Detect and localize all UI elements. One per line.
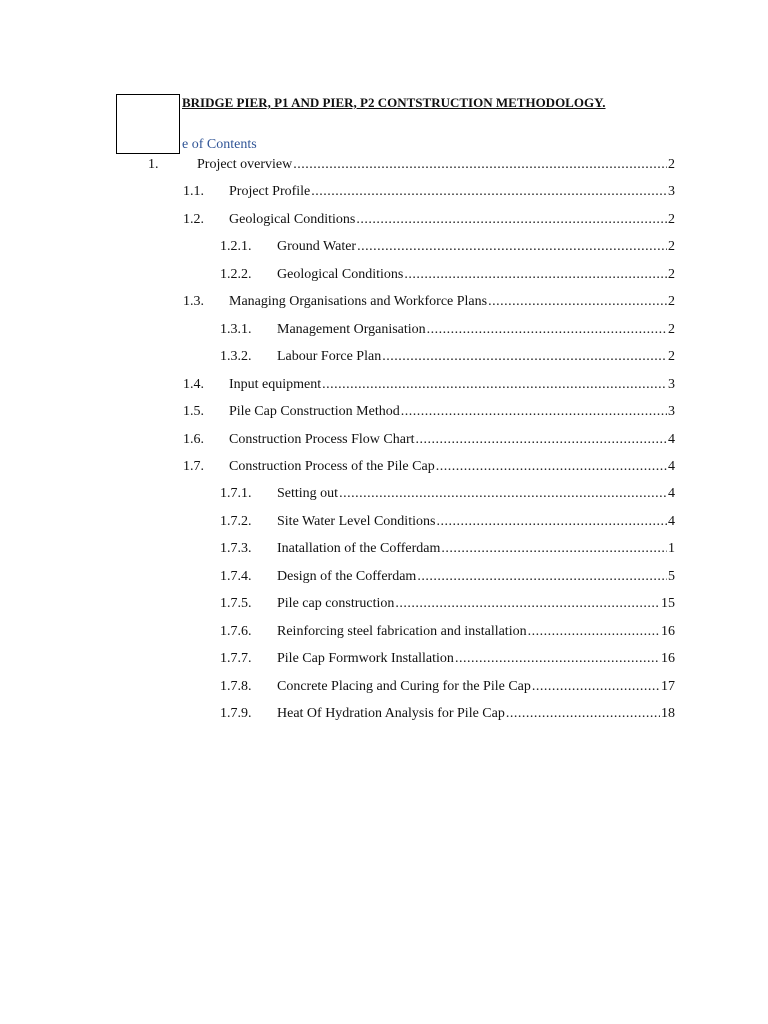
toc-entry-number: 1.4. xyxy=(183,376,204,392)
toc-entry-number: 1.7.3. xyxy=(220,541,252,557)
toc-leader-dots xyxy=(436,514,667,530)
toc-entry-label: Managing Organisations and Workforce Plans xyxy=(229,294,488,310)
toc-entry-page: 2 xyxy=(668,211,675,227)
toc-leader-dots xyxy=(417,569,667,585)
toc-entry-page: 2 xyxy=(668,294,675,310)
toc-entry-label: Geological Conditions xyxy=(277,266,404,282)
toc-entry-label: Design of the Cofferdam xyxy=(277,568,417,584)
toc-entry-page: 2 xyxy=(668,321,675,337)
toc-entry-page: 17 xyxy=(661,678,675,694)
toc-entry-page: 4 xyxy=(668,513,675,529)
logo-box xyxy=(116,94,180,154)
toc-entry-page: 15 xyxy=(661,596,675,612)
toc-leader-dots xyxy=(395,596,660,612)
toc-entry-page: 2 xyxy=(668,266,675,282)
toc-entry-page: 18 xyxy=(661,706,675,721)
toc-entry[interactable] xyxy=(220,486,675,506)
toc-entry-number: 1.7.1. xyxy=(220,486,252,502)
toc-entry-label: Construction Process of the Pile Cap xyxy=(229,458,435,474)
toc-entry-number: 1.5. xyxy=(183,404,204,420)
toc-entry[interactable] xyxy=(220,679,675,699)
document-title: BRIDGE PIER, P1 AND PIER, P2 CONTSTRUCTION METHODOLOGY. xyxy=(182,95,606,110)
toc-entry-label: Pile cap construction xyxy=(277,596,395,612)
toc-entry-number: 1.2.2. xyxy=(220,266,252,282)
toc-heading[interactable]: e of Contents xyxy=(182,137,257,152)
toc-entry-number: 1.7.8. xyxy=(220,678,252,694)
toc-leader-dots xyxy=(357,239,667,255)
toc-leader-dots xyxy=(436,459,667,475)
toc-entry-label: Reinforcing steel fabrication and installation xyxy=(277,623,527,639)
toc-entry[interactable] xyxy=(183,459,675,479)
toc-entry-label: Construction Process Flow Chart xyxy=(229,431,415,447)
toc-entry-number: 1.7.9. xyxy=(220,706,252,721)
toc-entry[interactable] xyxy=(183,184,675,204)
toc-entry-label: Management Organisation xyxy=(277,321,426,337)
toc-entry-number: 1.3.2. xyxy=(220,349,252,365)
toc-entry-page: 4 xyxy=(668,431,675,447)
toc-entry[interactable] xyxy=(220,349,675,369)
toc-leader-dots xyxy=(339,486,667,502)
toc-entry[interactable] xyxy=(183,432,675,452)
toc-entry-page: 2 xyxy=(668,239,675,255)
toc-entry[interactable] xyxy=(183,404,675,424)
toc-leader-dots xyxy=(488,294,667,310)
toc-entry-page: 4 xyxy=(668,486,675,502)
toc-entry-number: 1.7. xyxy=(183,458,204,474)
toc-entry-number: 1.7.6. xyxy=(220,623,252,639)
toc-entry-label: Concrete Placing and Curing for the Pile Cap xyxy=(277,678,531,694)
toc-entry-page: 3 xyxy=(668,404,675,420)
toc-entry-label: Pile Cap Formwork Installation xyxy=(277,651,454,667)
toc-entry-label: Inatallation of the Cofferdam xyxy=(277,541,441,557)
toc-entry-label: Labour Force Plan xyxy=(277,349,382,365)
toc-entry-number: 1.2.1. xyxy=(220,239,252,255)
toc-leader-dots xyxy=(356,212,667,228)
toc-leader-dots xyxy=(532,679,660,695)
toc-entry[interactable] xyxy=(220,569,675,589)
toc-entry-label: Project Profile xyxy=(229,184,311,200)
toc-entry-label: Setting out xyxy=(277,486,339,502)
toc-entry[interactable] xyxy=(183,212,675,232)
toc-entry[interactable] xyxy=(220,267,675,287)
toc-entry[interactable] xyxy=(148,157,675,177)
toc-entry-page: 4 xyxy=(668,458,675,474)
toc-entry[interactable] xyxy=(220,239,675,259)
toc-entry-label: Input equipment xyxy=(229,376,322,392)
toc-entry[interactable] xyxy=(220,322,675,342)
toc-entry[interactable] xyxy=(183,294,675,314)
toc-entry-number: 1.7.2. xyxy=(220,513,252,529)
toc-leader-dots xyxy=(293,157,667,173)
toc-leader-dots xyxy=(427,322,667,338)
toc-entry-page: 3 xyxy=(668,376,675,392)
toc-entry-page: 1 xyxy=(668,541,675,557)
toc-entry-page: 16 xyxy=(661,651,675,667)
toc-leader-dots xyxy=(506,706,660,722)
toc-entry-number: 1.7.5. xyxy=(220,596,252,612)
toc-leader-dots xyxy=(401,404,667,420)
toc-entry[interactable] xyxy=(220,706,675,726)
toc-leader-dots xyxy=(416,432,668,448)
toc-leader-dots xyxy=(382,349,667,365)
toc-leader-dots xyxy=(322,377,667,393)
toc-entry-page: 3 xyxy=(668,184,675,200)
toc-leader-dots xyxy=(455,651,660,667)
toc-leader-dots xyxy=(311,184,667,200)
toc-entry[interactable] xyxy=(183,377,675,397)
toc-leader-dots xyxy=(404,267,667,283)
toc-entry-label: Heat Of Hydration Analysis for Pile Cap xyxy=(277,706,505,721)
toc-entry-label: Project overview xyxy=(197,157,293,172)
toc-entry[interactable] xyxy=(220,624,675,644)
toc-entry-page: 5 xyxy=(668,568,675,584)
toc-entry[interactable] xyxy=(220,541,675,561)
toc-entry-number: 1.6. xyxy=(183,431,204,447)
toc-entry-label: Site Water Level Conditions xyxy=(277,513,436,529)
toc-entry[interactable] xyxy=(220,514,675,534)
toc-entry[interactable] xyxy=(220,651,675,671)
toc-entry-number: 1.3.1. xyxy=(220,321,252,337)
toc-entry-number: 1.7.4. xyxy=(220,568,252,584)
toc-leader-dots xyxy=(441,541,667,557)
toc-entry-number: 1.7.7. xyxy=(220,651,252,667)
toc-entry-page: 16 xyxy=(661,623,675,639)
toc-entry-page: 2 xyxy=(668,349,675,365)
toc-entry[interactable] xyxy=(220,596,675,616)
toc-entry-number: 1.1. xyxy=(183,184,204,200)
toc-entry-label: Geological Conditions xyxy=(229,211,356,227)
toc-leader-dots xyxy=(528,624,660,640)
toc-entry-number: 1. xyxy=(148,157,159,172)
toc-entry-number: 1.3. xyxy=(183,294,204,310)
toc-entry-page: 2 xyxy=(668,157,675,172)
toc-entry-number: 1.2. xyxy=(183,211,204,227)
toc-entry-label: Pile Cap Construction Method xyxy=(229,404,400,420)
toc-entry-label: Ground Water xyxy=(277,239,357,255)
